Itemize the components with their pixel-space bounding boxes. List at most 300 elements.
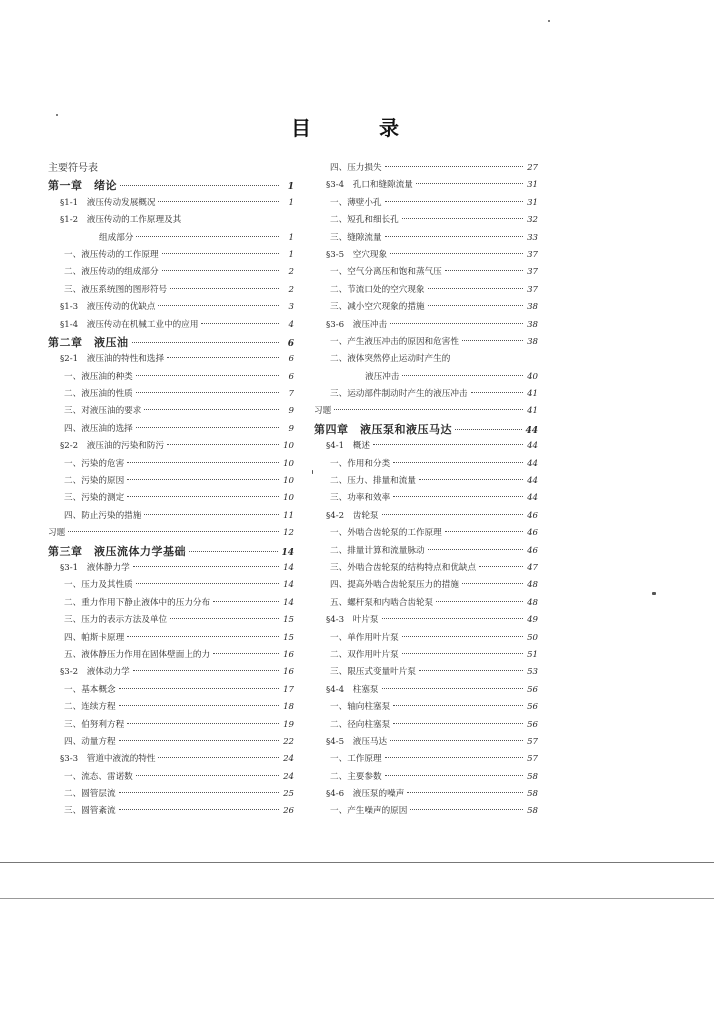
toc-leader-dots	[385, 236, 523, 237]
toc-subsection-entry[interactable]	[314, 751, 538, 768]
toc-entry-title: §3-4 孔口和缝隙流量	[326, 180, 413, 191]
toc-chapter-entry[interactable]	[314, 421, 538, 438]
toc-entry-title: 一、空气分离压和饱和蒸气压	[330, 267, 442, 278]
toc-page-number: 56	[527, 684, 538, 695]
toc-subsection-entry[interactable]	[48, 786, 294, 803]
toc-page-number: 14	[283, 597, 294, 608]
toc-entry-title: 二、液压油的性质	[64, 389, 133, 400]
toc-subsection-entry[interactable]	[314, 403, 538, 420]
toc-page-number: 57	[527, 754, 538, 765]
toc-page-number: 38	[527, 336, 538, 347]
toc-page-number: 3	[288, 302, 294, 313]
toc-entry-title: 一、单作用叶片泵	[330, 632, 399, 643]
toc-leader-dots	[127, 479, 279, 480]
page-title: 目 录	[291, 116, 423, 140]
toc-leader-dots	[445, 270, 523, 271]
toc-page-number: 44	[527, 441, 538, 452]
toc-page-number: 1	[288, 197, 294, 208]
toc-entry-title: 三、功率和效率	[330, 493, 391, 504]
toc-subsection-entry[interactable]	[314, 803, 538, 820]
toc-subsection-entry[interactable]	[314, 490, 538, 507]
toc-leader-dots	[428, 549, 523, 550]
toc-entry-title: 三、液压系统图的图形符号	[64, 284, 168, 295]
toc-entry-title: §3-1 液体静力学	[60, 562, 130, 573]
toc-subsection-entry[interactable]	[48, 717, 294, 734]
toc-leader-dots	[445, 531, 523, 532]
toc-page-number: 31	[527, 180, 538, 191]
page-bottom-rule-secondary	[0, 898, 714, 899]
toc-leader-dots	[127, 636, 279, 637]
toc-page-number: 58	[527, 771, 538, 782]
toc-left-column	[48, 160, 294, 821]
toc-page-number: 37	[527, 284, 538, 295]
toc-subsection-entry[interactable]	[48, 282, 294, 299]
toc-section-entry[interactable]	[48, 751, 294, 768]
toc-page-number: 4	[288, 319, 294, 330]
toc-entry-title: 第四章 液压泵和液压马达	[314, 422, 452, 436]
toc-section-entry[interactable]	[314, 612, 538, 629]
toc-entry-title: §4-2 齿轮泵	[326, 510, 379, 521]
toc-entry-title: 第三章 液压流体力学基础	[48, 544, 186, 558]
toc-leader-dots	[158, 201, 279, 202]
toc-entry-title: 三、对液压油的要求	[64, 406, 142, 417]
toc-leader-dots	[158, 305, 279, 306]
toc-leader-dots	[428, 305, 523, 306]
toc-section-entry[interactable]	[314, 508, 538, 525]
toc-leader-dots	[419, 479, 523, 480]
toc-leader-dots	[382, 618, 523, 619]
toc-entry-title: 二、连续方程	[64, 702, 116, 713]
toc-leader-dots	[455, 429, 522, 430]
toc-leader-dots	[390, 253, 523, 254]
toc-entry-title: 三、外啮合齿轮泵的结构特点和优缺点	[330, 562, 477, 573]
toc-leader-dots	[402, 375, 523, 376]
toc-page-number: 1	[288, 249, 294, 260]
toc-entry-title: 四、压力损失	[330, 163, 382, 173]
toc-leader-dots	[390, 323, 523, 324]
toc-page-number: 50	[527, 632, 538, 643]
toc-entry-title: 四、液压油的选择	[64, 423, 133, 434]
toc-leader-dots	[385, 757, 523, 758]
toc-subsection-entry[interactable]	[48, 247, 294, 264]
toc-front-matter-entry[interactable]	[48, 160, 294, 177]
toc-page-number: 14	[283, 580, 294, 591]
toc-leader-dots	[120, 185, 279, 186]
toc-page-number: 48	[527, 597, 538, 608]
toc-leader-dots	[393, 496, 523, 497]
toc-leader-dots	[385, 201, 523, 202]
toc-leader-dots	[162, 253, 279, 254]
toc-entry-title: 四、动量方程	[64, 736, 116, 747]
toc-page-number: 26	[283, 806, 294, 817]
toc-leader-dots	[201, 323, 279, 324]
toc-entry-title: 习题	[48, 528, 66, 539]
toc-subsection-entry[interactable]	[314, 647, 538, 664]
toc-right-column	[314, 160, 538, 821]
toc-leader-dots	[213, 653, 279, 654]
toc-entry-title: 三、缝隙流量	[330, 232, 382, 243]
toc-page-number: 44	[527, 493, 538, 504]
toc-page-number: 27	[527, 163, 538, 173]
toc-leader-dots	[133, 670, 279, 671]
toc-entry-title: 一、外啮合齿轮泵的工作原理	[330, 528, 442, 539]
toc-leader-dots	[402, 218, 523, 219]
toc-page-number: 33	[527, 232, 538, 243]
toc-page-number: 11	[283, 510, 294, 521]
toc-leader-dots	[119, 705, 279, 706]
toc-subsection-entry[interactable]	[314, 351, 538, 368]
toc-page-number: 2	[288, 267, 294, 278]
toc-leader-dots	[136, 236, 279, 237]
toc-entry-title: 二、液体突然停止运动时产生的	[330, 354, 451, 365]
toc-leader-dots	[213, 601, 279, 602]
toc-entry-title: 三、伯努利方程	[64, 719, 125, 730]
toc-page-number: 6	[288, 371, 294, 382]
toc-subsection-entry[interactable]	[314, 699, 538, 716]
toc-leader-dots	[436, 601, 523, 602]
toc-page-number: 19	[283, 719, 294, 730]
toc-page-number: 37	[527, 267, 538, 278]
toc-subsection-entry[interactable]	[314, 230, 538, 247]
toc-subsection-entry[interactable]	[48, 264, 294, 281]
toc-page-number: 31	[527, 197, 538, 208]
toc-page-number: 41	[527, 406, 538, 417]
toc-entry-title: §3-6 液压冲击	[326, 319, 388, 330]
toc-leader-dots	[136, 427, 279, 428]
toc-entry-title: 三、减小空穴现象的措施	[330, 302, 425, 313]
toc-section-entry[interactable]	[314, 786, 538, 803]
toc-entry-title: 三、污染的测定	[64, 493, 125, 504]
toc-subsection-entry[interactable]	[48, 508, 294, 525]
toc-entry-title: 五、螺杆泵和内啮合齿轮泵	[330, 597, 434, 608]
toc-leader-dots	[119, 809, 279, 810]
toc-leader-dots	[119, 688, 279, 689]
toc-entry-title: 四、防止污染的措施	[64, 510, 142, 521]
toc-leader-dots	[167, 357, 279, 358]
toc-leader-dots	[189, 551, 278, 552]
toc-entry-title: 一、产生液压冲击的原因和危害性	[330, 336, 459, 347]
toc-leader-dots	[479, 566, 523, 567]
toc-page-number: 1	[288, 232, 294, 243]
toc-page-number: 57	[527, 736, 538, 747]
toc-page-number: 46	[527, 510, 538, 521]
toc-section-entry[interactable]	[314, 682, 538, 699]
toc-page-number: 58	[527, 789, 538, 800]
toc-leader-dots	[462, 340, 523, 341]
toc-leader-dots	[402, 636, 523, 637]
toc-subsection-entry[interactable]	[314, 560, 538, 577]
toc-entry-title: 第一章 绪论	[48, 179, 117, 193]
toc-leader-dots	[416, 183, 523, 184]
toc-leader-dots	[68, 531, 279, 532]
toc-leader-dots	[133, 566, 279, 567]
toc-entry-title: 二、双作用叶片泵	[330, 649, 399, 660]
toc-page-number: 38	[527, 302, 538, 313]
toc-leader-dots	[334, 409, 523, 410]
toc-subsection-entry[interactable]	[48, 769, 294, 786]
toc-entry-title: 组成部分	[99, 232, 134, 243]
toc-entry-title: 五、液体静压力作用在固体壁面上的力	[64, 649, 211, 660]
toc-leader-dots	[390, 740, 523, 741]
toc-leader-dots	[170, 288, 279, 289]
toc-subsection-entry[interactable]	[314, 717, 538, 734]
toc-entry-title: 一、流态、雷诺数	[64, 771, 133, 782]
toc-page-number: 12	[283, 528, 294, 539]
toc-entry-title: 三、限压式变量叶片泵	[330, 667, 416, 678]
toc-leader-dots	[127, 462, 279, 463]
toc-page-number: 14	[283, 562, 294, 573]
toc-page-number: 10	[283, 441, 294, 452]
toc-leader-dots	[167, 444, 279, 445]
toc-section-entry[interactable]	[48, 212, 294, 229]
toc-subsection-entry[interactable]	[314, 264, 538, 281]
toc-section-entry[interactable]	[314, 177, 538, 194]
toc-leader-dots	[136, 375, 279, 376]
toc-entry-title: §2-2 液压油的污染和防污	[60, 441, 165, 452]
toc-entry-title: §1-3 液压传动的优缺点	[60, 302, 156, 313]
toc-entry-title: 一、液压传动的工作原理	[64, 249, 159, 260]
toc-section-entry[interactable]	[314, 438, 538, 455]
toc-subsection-entry[interactable]	[314, 595, 538, 612]
toc-page-number: 46	[527, 528, 538, 539]
toc-entry-title: 一、薄壁小孔	[330, 197, 382, 208]
toc-page-number: 44	[525, 425, 538, 436]
toc-page-number: 10	[283, 493, 294, 504]
toc-entry-title: §3-5 空穴现象	[326, 249, 388, 260]
toc-chapter-entry[interactable]	[48, 177, 294, 194]
toc-leader-dots	[127, 723, 279, 724]
toc-page-number: 10	[283, 476, 294, 487]
toc-page-number: 44	[527, 458, 538, 469]
page-bottom-rule	[0, 862, 714, 863]
toc-page-number: 6	[288, 354, 294, 365]
toc-subsection-entry[interactable]	[48, 577, 294, 594]
toc-entry-title: 二、液压传动的组成部分	[64, 267, 159, 278]
toc-subsection-entry[interactable]	[314, 543, 538, 560]
toc-page-number: 47	[527, 562, 538, 573]
toc-entry-title: 二、主要参数	[330, 771, 382, 782]
toc-leader-dots	[382, 688, 523, 689]
toc-page-number: 58	[527, 806, 538, 817]
toc-subsection-entry[interactable]	[48, 612, 294, 629]
toc-entry-title: 二、短孔和细长孔	[330, 215, 399, 226]
toc-subsection-entry[interactable]	[314, 473, 538, 490]
toc-page-number: 18	[283, 702, 294, 713]
toc-page-number: 44	[527, 476, 538, 487]
toc-entry-title: §3-2 液体动力学	[60, 667, 130, 678]
toc-section-entry[interactable]	[314, 247, 538, 264]
toc-entry-title: 三、运动部件制动时产生的液压冲击	[330, 389, 468, 400]
toc-subsection-entry[interactable]	[48, 473, 294, 490]
toc-leader-dots	[385, 166, 523, 167]
toc-page-number: 17	[283, 684, 294, 695]
toc-leader-dots	[119, 740, 279, 741]
toc-subsection-entry[interactable]	[48, 803, 294, 820]
toc-page-number: 1	[287, 182, 294, 193]
toc-leader-dots	[385, 775, 523, 776]
toc-chapter-entry[interactable]	[48, 334, 294, 351]
toc-page-number: 15	[283, 632, 294, 643]
toc-section-entry[interactable]	[48, 299, 294, 316]
toc-entry-title: 一、作用和分类	[330, 458, 391, 469]
toc-entry-title: 二、径向柱塞泵	[330, 719, 391, 730]
toc-entry-title: 四、提高外啮合齿轮泵压力的措施	[330, 580, 459, 591]
toc-subsection-entry[interactable]	[314, 369, 538, 386]
toc-page-number: 49	[527, 615, 538, 626]
toc-entry-title: 三、圆管紊流	[64, 806, 116, 817]
toc-page-number: 41	[527, 389, 538, 400]
toc-leader-dots	[162, 270, 279, 271]
toc-leader-dots	[132, 342, 280, 343]
toc-subsection-entry[interactable]	[48, 456, 294, 473]
toc-entry-title: §2-1 液压油的特性和选择	[60, 354, 165, 365]
toc-leader-dots	[119, 792, 279, 793]
toc-page-number: 15	[283, 615, 294, 626]
toc-page-number: 14	[281, 547, 294, 558]
toc-subsection-entry[interactable]	[314, 456, 538, 473]
toc-entry-title: 二、节流口处的空穴现象	[330, 284, 425, 295]
toc-subsection-entry[interactable]	[48, 386, 294, 403]
toc-leader-dots	[462, 583, 523, 584]
toc-subsection-entry[interactable]	[314, 525, 538, 542]
toc-subsection-entry[interactable]	[314, 212, 538, 229]
toc-entry-title: 液压冲击	[365, 371, 400, 382]
toc-page-number: 24	[283, 771, 294, 782]
toc-entry-title: 一、基本概念	[64, 684, 116, 695]
toc-leader-dots	[136, 583, 279, 584]
toc-entry-title: §4-1 概述	[326, 441, 370, 452]
toc-entry-title: §1-2 液压传动的工作原理及其	[60, 215, 182, 226]
toc-section-entry[interactable]	[314, 317, 538, 334]
toc-leader-dots	[136, 775, 279, 776]
toc-entry-title: §4-5 液压马达	[326, 736, 388, 747]
toc-entry-title: §4-6 液压泵的噪声	[326, 789, 405, 800]
toc-subsection-entry[interactable]	[314, 769, 538, 786]
toc-subsection-entry[interactable]	[314, 386, 538, 403]
toc-subsection-entry[interactable]	[314, 577, 538, 594]
toc-subsection-entry[interactable]	[314, 195, 538, 212]
toc-entry-title: 一、液压油的种类	[64, 371, 133, 382]
toc-entry-title: 一、压力及其性质	[64, 580, 133, 591]
toc-page-number: 9	[288, 423, 294, 434]
scan-speck	[56, 114, 58, 116]
toc-entry-title: §3-3 管道中液流的特性	[60, 754, 156, 765]
toc-entry-title: 二、圆管层流	[64, 789, 116, 800]
toc-subsection-entry[interactable]	[314, 664, 538, 681]
toc-subsection-entry[interactable]	[314, 334, 538, 351]
toc-entry-title: 二、排量计算和流量脉动	[330, 545, 425, 556]
toc-subsection-entry[interactable]	[48, 490, 294, 507]
toc-section-entry[interactable]	[48, 195, 294, 212]
toc-page-number: 6	[287, 338, 294, 349]
toc-subsection-entry[interactable]	[314, 630, 538, 647]
toc-leader-dots	[144, 514, 279, 515]
toc-subsection-entry[interactable]	[48, 630, 294, 647]
toc-entry-title: 三、压力的表示方法及单位	[64, 615, 168, 626]
toc-entry-title: §4-3 叶片泵	[326, 615, 379, 626]
toc-leader-dots	[158, 757, 279, 758]
toc-section-entry[interactable]	[48, 560, 294, 577]
toc-page-number: 9	[288, 406, 294, 417]
toc-page-number: 10	[283, 458, 294, 469]
toc-subsection-entry[interactable]	[48, 403, 294, 420]
toc-page-number: 16	[283, 667, 294, 678]
toc-leader-dots	[144, 409, 279, 410]
toc-subsection-entry[interactable]	[48, 647, 294, 664]
toc-entry-title: §1-4 液压传动在机械工业中的应用	[60, 319, 199, 330]
toc-entry-title: 主要符号表	[48, 163, 98, 174]
toc-leader-dots	[373, 444, 523, 445]
toc-chapter-entry[interactable]	[48, 543, 294, 560]
toc-page-number: 56	[527, 702, 538, 713]
scan-speck	[652, 592, 656, 595]
toc-subsection-entry[interactable]	[314, 282, 538, 299]
toc-page-number: 2	[288, 284, 294, 295]
toc-page-number: 16	[283, 649, 294, 660]
toc-leader-dots	[402, 653, 523, 654]
toc-leader-dots	[410, 809, 523, 810]
toc-subsection-entry[interactable]	[48, 682, 294, 699]
toc-subsection-entry[interactable]	[48, 421, 294, 438]
toc-entry-title: 二、压力、排量和流量	[330, 476, 416, 487]
toc-entry-title: 一、工作原理	[330, 754, 382, 765]
toc-leader-dots	[393, 462, 523, 463]
toc-section-entry[interactable]	[48, 317, 294, 334]
toc-leader-dots	[428, 288, 523, 289]
toc-entry-title: 一、污染的危害	[64, 458, 125, 469]
toc-leader-dots	[136, 392, 279, 393]
toc-page-number: 25	[283, 789, 294, 800]
scan-speck	[312, 470, 313, 474]
toc-section-entry[interactable]	[48, 438, 294, 455]
toc-page-number: 40	[527, 371, 538, 382]
toc-entry-title: §4-4 柱塞泵	[326, 684, 379, 695]
toc-page-number: 38	[527, 319, 538, 330]
toc-entry-title: 一、产生噪声的原因	[330, 806, 408, 817]
toc-subsection-entry[interactable]	[48, 369, 294, 386]
toc-subsection-entry[interactable]	[48, 699, 294, 716]
toc-entry-title: 二、污染的原因	[64, 476, 125, 487]
toc-section-entry[interactable]	[314, 734, 538, 751]
toc-entry-title: 习题	[314, 406, 332, 417]
toc-page-number: 53	[527, 667, 538, 678]
toc-subsection-entry[interactable]	[48, 525, 294, 542]
toc-entry-title: 第二章 液压油	[48, 335, 129, 349]
toc-subsection-entry[interactable]	[314, 160, 538, 177]
toc-page-number: 7	[288, 389, 294, 400]
toc-page-number: 32	[527, 215, 538, 226]
toc-leader-dots	[393, 705, 523, 706]
toc-leader-dots	[419, 670, 523, 671]
toc-section-entry[interactable]	[48, 664, 294, 681]
toc-leader-dots	[127, 496, 279, 497]
scan-speck	[548, 20, 550, 22]
toc-page-number: 37	[527, 249, 538, 260]
toc-leader-dots	[407, 792, 523, 793]
toc-page-number: 22	[283, 736, 294, 747]
toc-page-number: 48	[527, 580, 538, 591]
toc-page-number: 56	[527, 719, 538, 730]
toc-subsection-entry[interactable]	[48, 595, 294, 612]
toc-section-entry[interactable]	[48, 351, 294, 368]
toc-page-number: 24	[283, 754, 294, 765]
toc-entry-title: 一、轴向柱塞泵	[330, 702, 391, 713]
toc-leader-dots	[471, 392, 523, 393]
toc-subsection-entry[interactable]	[48, 734, 294, 751]
toc-subsection-entry[interactable]	[48, 230, 294, 247]
toc-subsection-entry[interactable]	[314, 299, 538, 316]
toc-entry-title: §1-1 液压传动发展概况	[60, 197, 156, 208]
